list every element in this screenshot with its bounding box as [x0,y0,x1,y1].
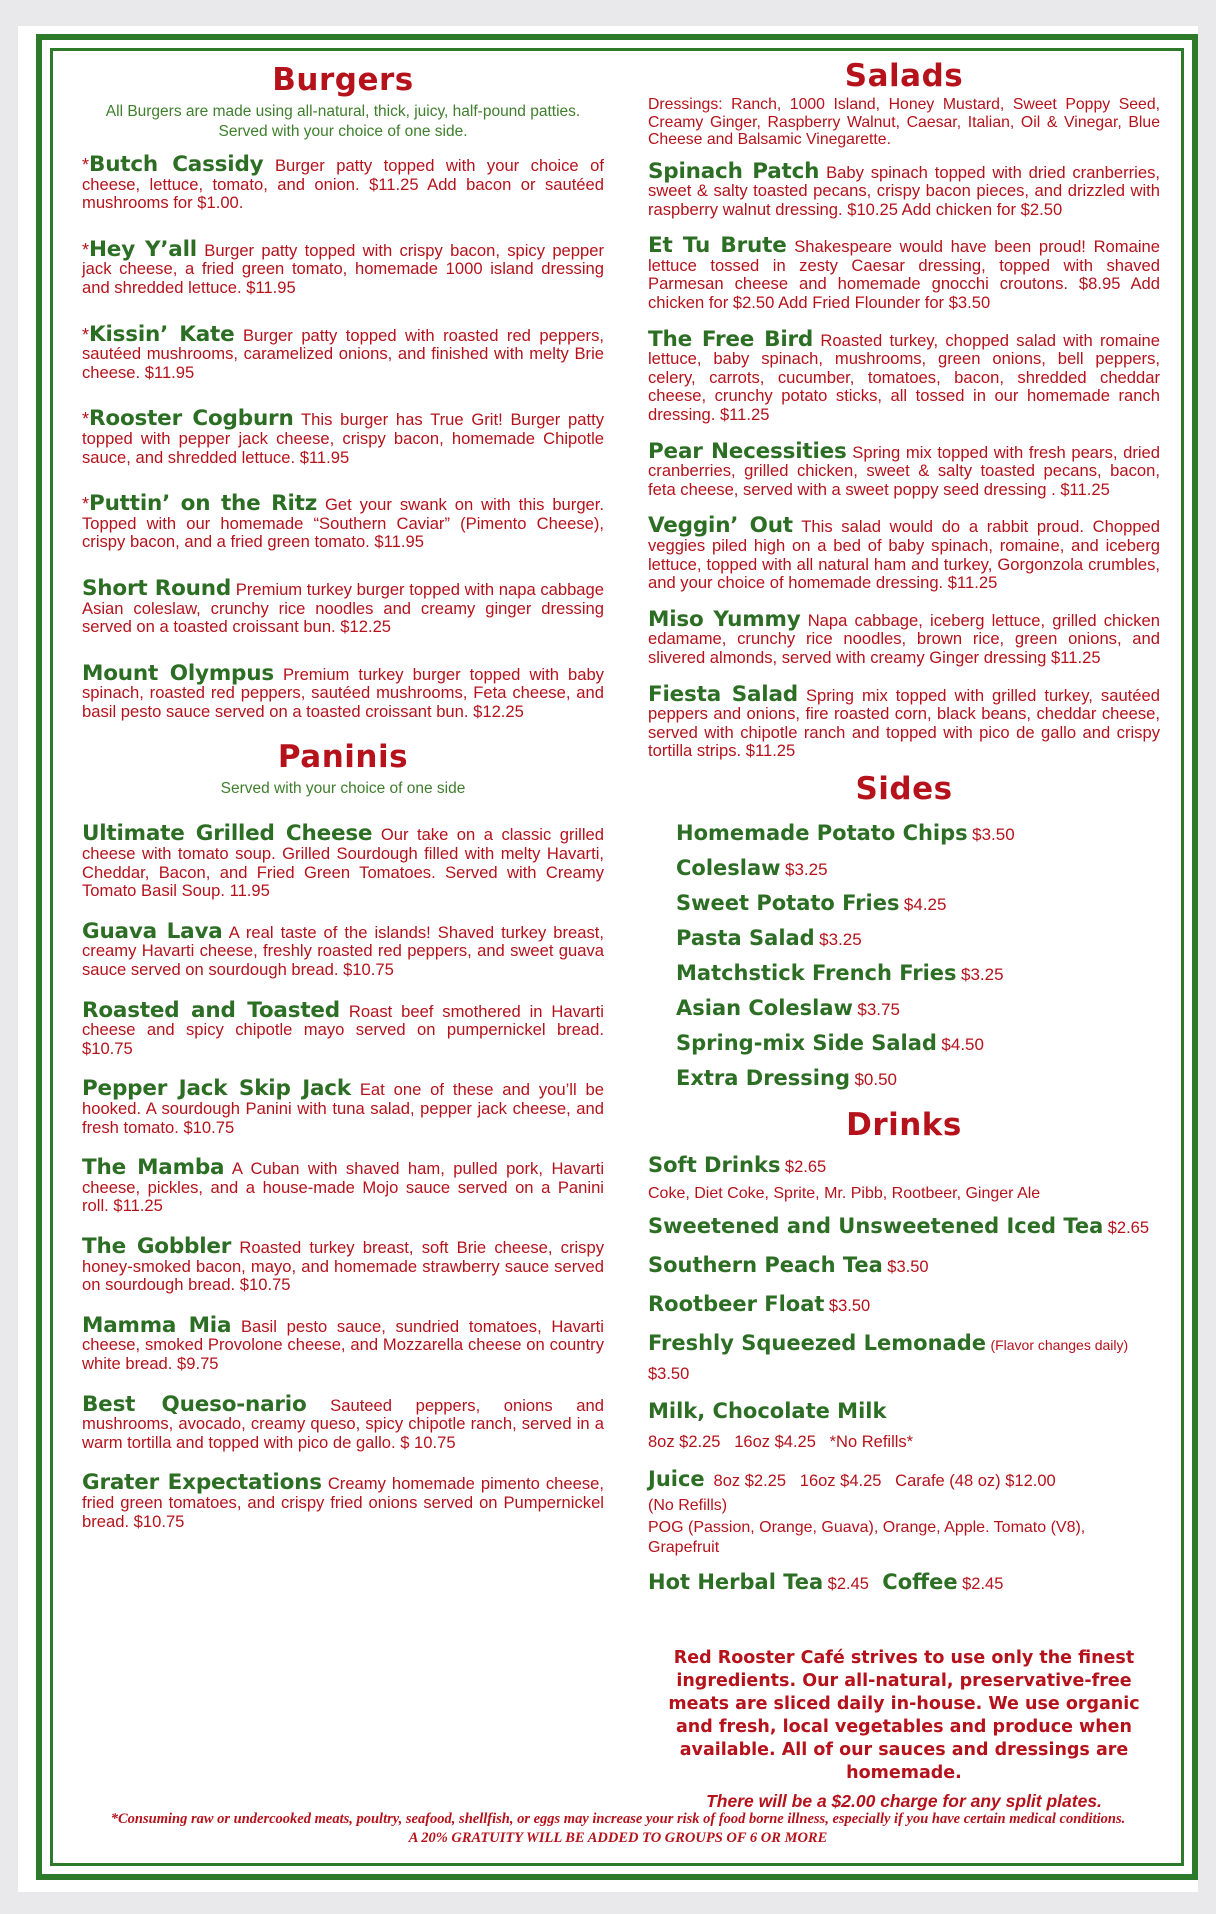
list-item: Spring-mix Side Salad $4.50 [676,1030,984,1055]
menu-item-spinach-patch [648,158,1160,220]
menu-item-miso-yummy [648,606,1160,668]
item-desc: Roasted turkey, chopped salad with romaine lettuce, baby spinach, mushrooms, green onions, bell peppers, celery, carrots, cucumber, tomatoes, bacon, shredded cheddar cheese, crunchy potato sticks, all tossed in our homemade ranch dressing. $11.25 [648,330,1160,425]
drink-peach-tea: Southern Peach Tea $3.50 [648,1252,929,1277]
drink-milk: Milk, Chocolate Milk 8oz $2.25 16oz $4.25 *No Refills* [648,1398,914,1451]
item-desc: Premium turkey burger topped with baby spinach, roasted red peppers, sautéed mushrooms, Feta cheese, and basil pesto sauce served on a toasted croissant bun. $12.25 [82,664,604,721]
burgers-heading: Burgers [272,62,414,98]
item-desc: Basil pesto sauce, sundried tomatoes, Havarti cheese, smoked Provolone cheese, and Mozzarella cheese on country white bread. $9.75 [82,1316,604,1373]
menu-footer [60,1810,1176,1848]
quality-statement: Red Rooster Café strives to use only the finest ingredients. Our all-natural, preservative-free meats are sliced daily in-house. We use organic and fresh, local vegetables and produce when available. All of our sauces and dressings are homemade. [668,1647,1140,1783]
list-item: Matchstick French Fries $3.25 [676,960,1004,985]
list-item: Pasta Salad $3.25 [676,925,862,950]
item-name: The Mamba [82,1155,225,1181]
menu-item-mount-olympus [82,660,604,722]
salads-heading: Salads [844,58,964,94]
item-name: Short Round [82,575,232,601]
item-desc: Our take on a classic grilled cheese with tomato soup. Grilled Sourdough filled with melty Havarti, Cheddar, Bacon, and Fried Green Tomatoes. Served with Creamy Tomato Basil Soup. 11.95 [82,825,604,901]
menu-item-hey-yall: *Hey Y’all Burger patty topped with crispy bacon, spicy pepper jack cheese, a fried green tomato, homemade 1000 island dressing and shredded lettuce. $11.95 [82,236,604,297]
item-name: Mamma Mia [82,1312,232,1338]
sides-list [676,817,1160,1097]
drinks-heading: Drinks [846,1106,962,1143]
list-item: Extra Dressing $0.50 [676,1065,897,1090]
drink-hot-beverages: Hot Herbal Tea $2.45 Coffee $2.45 [648,1569,1004,1594]
menu-item-best-queso-nario [82,1391,604,1453]
item-desc: Baby spinach topped with dried cranberries, sweet & salty toasted pecans, crispy bacon pieces, and drizzled with raspberry walnut dressing. $10.25 Add chicken for $2.50 [648,162,1160,219]
menu-item-the-gobbler [82,1233,604,1295]
item-name: Miso Yummy [648,606,801,632]
list-item: Asian Coleslaw $3.75 [676,995,900,1020]
item-name: Pear Necessities [648,438,847,464]
list-item: Homemade Potato Chips $3.50 [676,820,1015,845]
menu-item-et-tu-brute [648,233,1160,313]
item-desc: Creamy homemade pimento cheese, fried green tomatoes, and crispy fried onions served on Pumpernickel bread. $10.75 [82,1474,604,1531]
sides-heading: Sides [855,770,953,807]
item-name: Fiesta Salad [648,681,798,707]
menu-item-fiesta-salad [648,681,1160,761]
item-name: The Gobbler [82,1233,232,1259]
paninis-subtitle: Served with your choice of one side [220,780,466,798]
item-name: Mount Olympus [82,660,274,686]
menu-item-the-mamba [82,1155,604,1216]
menu-item-mamma-mia [82,1312,604,1374]
item-name: Pepper Jack Skip Jack [82,1076,351,1102]
item-desc: This salad would do a rabbit proud. Chopped veggies piled high on a bed of baby spinach, romaine, and iceberg lettuce, topped with all natural ham and turkey, Gorgonzola crumbles, and your choice of homemade dressing. $11.25 [648,517,1161,593]
item-name: Spinach Patch [648,158,820,184]
drink-lemonade: Freshly Squeezed Lemonade (Flavor changes daily) $3.50 [648,1330,1129,1383]
menu-item-puttin-on-the-ritz: *Puttin’ on the Ritz Get your swank on with this burger. Topped with our homemade “Southern Caviar” (Pimento Cheese), crispy bacon, and a fried green tomato. $11.95 [82,491,604,552]
salad-dressings: Dressings: Ranch, 1000 Island, Honey Mustard, Sweet Poppy Seed, Creamy Ginger, Raspberry Walnut, Caesar, Italian, Oil & Vinegar, Blue Cheese and Balsamic Vinegarette. [648,96,1160,148]
menu-item-pear-necessities [648,438,1160,500]
menu-item-short-round [82,575,604,637]
drink-iced-tea: Sweetened and Unsweetened Iced Tea $2.65 [648,1213,1150,1238]
menu-item-pepper-jack-skip-jack [82,1076,604,1137]
list-item: Coleslaw $3.25 [676,855,828,880]
juice-options: POG (Passion, Orange, Guava), Orange, Apple. Tomato (V8), Grapefruit [648,1518,1086,1556]
item-desc: Get your swank on with this burger. Topped with our homemade “Southern Caviar” (Pimento Cheese), crispy bacon, and a fried green tomato. $11.95 [82,495,604,552]
item-desc: Burger patty topped with roasted red peppers, sautéed mushrooms, caramelized onions, and finished with melty Brie cheese. $11.95 [82,325,604,382]
item-desc: This burger has True Grit! Burger patty topped with pepper jack cheese, crispy bacon, homemade Chipotle sauce, and shredded lettuce. $11.95 [82,410,604,467]
item-desc: Premium turkey burger topped with napa cabbage Asian coleslaw, crunchy rice noodles and creamy ginger dressing served on a toasted croissant bun. $12.25 [82,579,604,637]
item-name: Ultimate Grilled Cheese [82,821,373,847]
item-name: Best Queso-nario [82,1391,307,1417]
item-desc: Burger patty topped with crispy bacon, spicy pepper jack cheese, a fried green tomato, homemade 1000 island dressing and shredded lettuce. $11.95 [82,240,604,297]
item-name: Veggin’ Out [648,513,793,539]
item-desc: Roasted turkey breast, soft Brie cheese, crispy honey-smoked bacon, mayo, and homemade strawberry sauce served on sourdough bread. $10.75 [82,1237,604,1295]
item-name: The Free Bird [648,326,814,352]
item-desc: A real taste of the islands! Shaved turkey breast, creamy Havarti cheese, freshly roasted red peppers, and sweet guava sauce served on sourdough bread. $10.75 [82,922,605,980]
juice-no-refills: (No Refills) [648,1496,728,1514]
item-name: Butch Cassidy [89,152,264,177]
soft-drink-options: Coke, Diet Coke, Sprite, Mr. Pibb, Rootbeer, Ginger Ale [648,1184,1041,1202]
item-name: Hey Y’all [89,236,197,262]
item-desc: Napa cabbage, iceberg lettuce, grilled chicken edamame, crunchy rice noodles, brown rice, green onions, and slivered almonds, served with creamy Ginger dressing $11.25 [648,610,1160,667]
item-name: Et Tu Brute [648,233,787,259]
item-desc: Eat one of these and you’ll be hooked. A sourdough Panini with tuna salad, pepper jack cheese, and fresh tomato. $10.75 [82,1080,604,1137]
gratuity-notice: A 20% GRATUITY WILL BE ADDED TO GROUPS OF 6 OR MORE [408,1830,828,1846]
food-safety-disclaimer: *Consuming raw or undercooked meats, poultry, seafood, shellfish, or eggs may increase your risk of food borne illness, especially if you have certain medical conditions. [110,1811,1126,1827]
menu-item-kissin-kate: *Kissin’ Kate Burger patty topped with roasted red peppers, sautéed mushrooms, caramelized onions, and finished with melty Brie cheese. $11.95 [82,321,604,382]
item-name: Kissin’ Kate [89,321,235,347]
menu-item-roasted-and-toasted [82,997,604,1059]
drink-rootbeer-float: Rootbeer Float $3.50 [648,1291,871,1316]
menu-item-veggin-out [648,513,1161,593]
paninis-heading: Paninis [277,739,409,776]
item-desc: Spring mix topped with fresh pears, dried cranberries, grilled chicken, sweet & salty toasted pecans, bacon, feta cheese, served with a sweet poppy seed dressing . $11.25 [648,442,1160,499]
drink-soft-drinks: Soft Drinks $2.65 [648,1152,827,1177]
item-name: Rooster Cogburn [89,406,294,432]
item-name: Guava Lava [82,918,223,944]
left-column [82,62,604,1531]
burgers-subtitle: All Burgers are made using all-natural, thick, juicy, half-pound patties. Served with your choice of one side. [105,103,581,140]
item-desc: Burger patty topped with your choice of cheese, lettuce, tomato, and onion. $11.25 Add bacon or sautéed mushrooms for $1.00. [82,156,604,213]
list-item: Sweet Potato Fries $4.25 [676,890,947,915]
item-name: Grater Expectations [82,1470,322,1496]
split-plate-notice: There will be a $2.00 charge for any split plates. [706,1790,1102,1811]
right-column [648,58,1160,1812]
drink-juice: Juice 8oz $2.25 16oz $4.25 Carafe (48 oz) $12.00 [648,1466,1056,1491]
item-name: Puttin’ on the Ritz [89,491,318,517]
menu-item-the-free-bird [648,326,1160,425]
menu-item-guava-lava [82,918,605,980]
menu-item-butch-cassidy: *Butch Cassidy Burger patty topped with your choice of cheese, lettuce, tomato, and onion. $11.25 Add bacon or sautéed mushrooms for $1.00. [82,152,604,213]
item-desc: A Cuban with shaved ham, pulled pork, Havarti cheese, pickles, and a house-made Mojo sauce served on a Panini roll. $11.25 [82,1159,604,1216]
menu-item-ultimate-grilled-cheese [82,821,604,901]
item-desc: Spring mix topped with grilled turkey, sautéed peppers and onions, fire roasted corn, black beans, cheddar cheese, served with chipotle ranch and topped with pico de gallo and crispy tortilla strips. $11.25 [648,685,1160,761]
menu-item-rooster-cogburn: *Rooster Cogburn This burger has True Grit! Burger patty topped with pepper jack cheese, crispy bacon, homemade Chipotle sauce, and shredded lettuce. $11.95 [82,406,604,467]
item-desc: Roast beef smothered in Havarti cheese and spicy chipotle mayo served on pumpernickel bread. $10.75 [82,1001,604,1058]
item-desc: Sauteed peppers, onions and mushrooms, avocado, creamy queso, spicy chipotle ranch, served in a warm tortilla and topped with pico de gallo. $ 10.75 [82,1395,604,1452]
item-name: Roasted and Toasted [82,997,340,1023]
menu-item-grater-expectations [82,1470,604,1531]
item-desc: Shakespeare would have been proud! Romaine lettuce tossed in zesty Caesar dressing, topped with shaved Parmesan cheese and homemade gnocchi croutons. $8.95 Add chicken for $2.50 Add Fried Flounder for $3.50 [648,237,1160,313]
